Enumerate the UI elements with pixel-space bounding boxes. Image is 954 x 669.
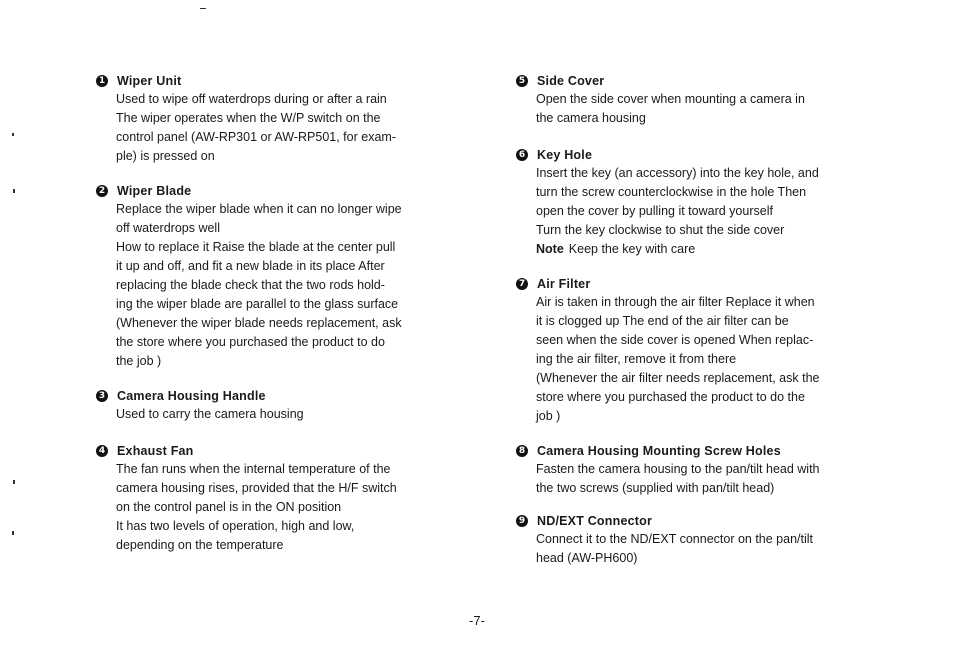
note-line	[536, 240, 870, 259]
item-heading	[96, 387, 456, 405]
body-line: The wiper operates when the W/P switch on the	[116, 111, 381, 125]
body-line: it up and off, and fit a new blade in its place After	[116, 259, 385, 273]
item-section	[96, 387, 456, 424]
item-number-badge: 3	[96, 390, 108, 402]
body-line: control panel (AW-RP301 or AW-RP501, for exam-	[116, 130, 396, 144]
item-heading	[516, 72, 870, 90]
body-line: the store where you purchased the product to do	[116, 335, 385, 349]
note-text: Keep the key with care	[568, 242, 696, 256]
body-line: (Whenever the wiper blade needs replacement, ask	[116, 316, 402, 330]
body-line: The fan runs when the internal temperature of the	[116, 462, 391, 476]
item-section	[516, 512, 870, 568]
body-line: the two screws (supplied with pan/tilt head)	[536, 481, 775, 495]
note-label: Note	[536, 242, 564, 256]
item-title: Camera Housing Handle	[117, 389, 266, 403]
body-line: open the cover by pulling it toward yourself	[536, 204, 773, 218]
body-line: off waterdrops well	[116, 221, 220, 235]
item-section	[516, 442, 870, 498]
item-heading	[96, 442, 456, 460]
item-body	[516, 530, 870, 568]
item-title: Key Hole	[537, 148, 593, 162]
item-section	[516, 275, 870, 426]
scan-mark	[12, 531, 14, 535]
item-body	[96, 90, 456, 166]
item-body	[516, 90, 870, 128]
item-title: Side Cover	[537, 74, 605, 88]
item-body	[96, 200, 456, 371]
item-heading	[516, 146, 870, 164]
item-body	[96, 405, 456, 424]
body-line: Air is taken in through the air filter Replace it when	[536, 295, 815, 309]
item-number-badge: 2	[96, 185, 108, 197]
item-title: ND/EXT Connector	[537, 514, 653, 528]
item-number-badge: 6	[516, 149, 528, 161]
body-line: depending on the temperature	[116, 538, 284, 552]
item-section	[96, 72, 456, 166]
item-number-badge: 9	[516, 515, 528, 527]
body-line: Connect it to the ND/EXT connector on the pan/tilt	[536, 532, 814, 546]
body-line: It has two levels of operation, high and low,	[116, 519, 355, 533]
body-line: (Whenever the air filter needs replacement, ask the	[536, 371, 820, 385]
body-line: the job )	[116, 354, 162, 368]
body-line: the camera housing	[536, 111, 646, 125]
item-section	[516, 146, 870, 259]
scan-mark	[12, 133, 14, 136]
item-number-badge: 4	[96, 445, 108, 457]
page-number: -7-	[469, 613, 485, 628]
item-section	[96, 442, 456, 555]
body-line: it is clogged up The end of the air filter can be	[536, 314, 789, 328]
item-number-badge: 8	[516, 445, 528, 457]
body-line: Fasten the camera housing to the pan/tilt head with	[536, 462, 820, 476]
body-line: ing the air filter, remove it from there	[536, 352, 737, 366]
body-line: seen when the side cover is opened When replac-	[536, 333, 814, 347]
body-line: store where you purchased the product to do the	[536, 390, 805, 404]
item-section	[96, 182, 456, 371]
body-line: Replace the wiper blade when it can no longer wipe	[116, 202, 402, 216]
body-line: replacing the blade check that the two rods hold-	[116, 278, 385, 292]
scan-mark	[200, 8, 206, 9]
body-line: turn the screw counterclockwise in the hole Then	[536, 185, 807, 199]
item-title: Air Filter	[537, 277, 591, 291]
left-column	[96, 72, 456, 555]
body-line: Turn the key clockwise to shut the side cover	[536, 223, 785, 237]
item-title: Wiper Blade	[117, 184, 192, 198]
body-line: on the control panel is in the ON position	[116, 500, 342, 514]
body-line: camera housing rises, provided that the H/F switch	[116, 481, 397, 495]
body-line: Used to carry the camera housing	[116, 407, 304, 421]
item-body	[516, 293, 870, 426]
body-line: ple) is pressed on	[116, 149, 215, 163]
scan-mark	[13, 480, 15, 484]
body-line: Insert the key (an accessory) into the key hole, and	[536, 166, 819, 180]
body-line: Open the side cover when mounting a camera in	[536, 92, 805, 106]
body-line: ing the wiper blade are parallel to the glass surface	[116, 297, 399, 311]
item-heading	[96, 182, 456, 200]
scan-mark	[13, 189, 15, 193]
item-heading	[516, 442, 870, 460]
item-title: Wiper Unit	[117, 74, 182, 88]
body-line: How to replace it Raise the blade at the center pull	[116, 240, 396, 254]
item-heading	[516, 512, 870, 530]
item-number-badge: 5	[516, 75, 528, 87]
item-section	[516, 72, 870, 128]
item-heading	[96, 72, 456, 90]
body-line: job )	[536, 409, 561, 423]
item-number-badge: 7	[516, 278, 528, 290]
right-column	[516, 72, 870, 568]
body-line: head (AW-PH600)	[536, 551, 638, 565]
item-number-badge: 1	[96, 75, 108, 87]
item-body	[96, 460, 456, 555]
item-title: Camera Housing Mounting Screw Holes	[537, 444, 781, 458]
item-body	[516, 460, 870, 498]
item-body	[516, 164, 870, 259]
body-line: Used to wipe off waterdrops during or after a rain	[116, 92, 387, 106]
item-title: Exhaust Fan	[117, 444, 194, 458]
item-heading	[516, 275, 870, 293]
